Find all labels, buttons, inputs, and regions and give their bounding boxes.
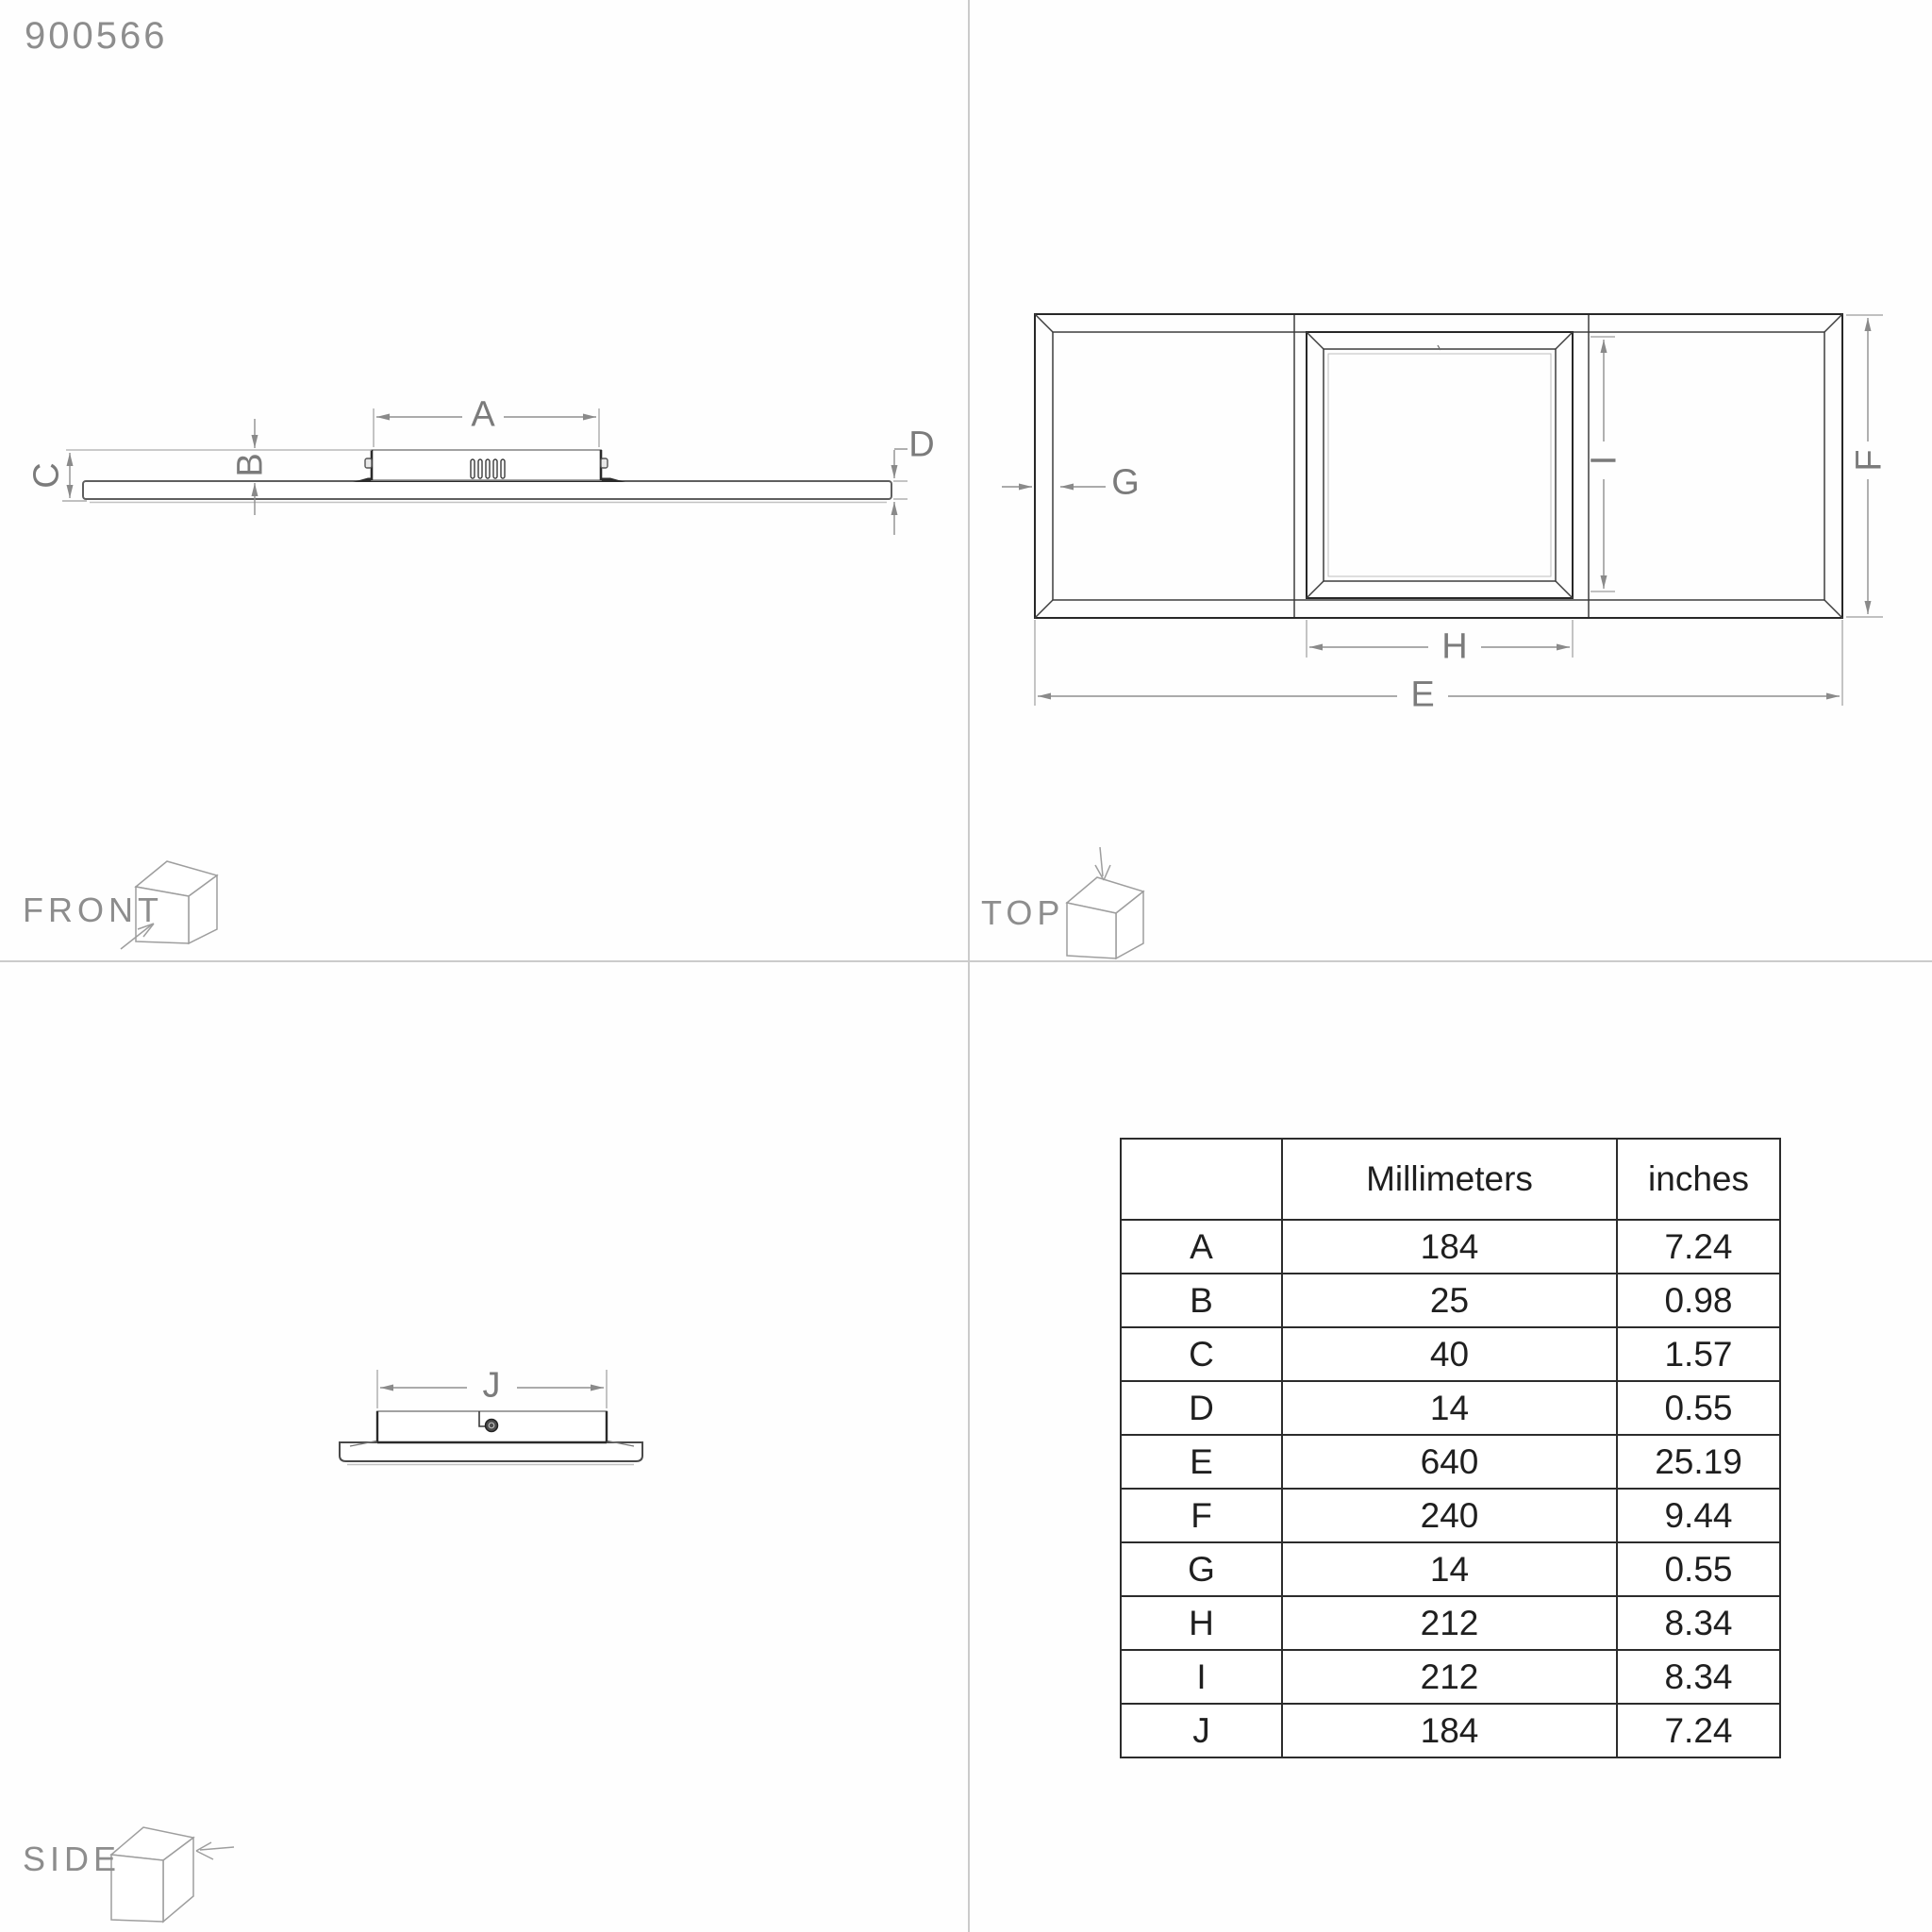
dim-key-cell: G	[1121, 1542, 1282, 1596]
mm-value-cell: 240	[1282, 1489, 1617, 1542]
dim-label-a: A	[471, 394, 495, 435]
mm-value-cell: 14	[1282, 1542, 1617, 1596]
side-view-cube-icon	[111, 1827, 234, 1922]
dim-key-cell: D	[1121, 1381, 1282, 1435]
inches-value-cell: 1.57	[1617, 1327, 1780, 1381]
side-view-caption: SIDE	[23, 1840, 122, 1878]
front-view-caption: FRONT	[23, 891, 163, 929]
mm-value-cell: 212	[1282, 1650, 1617, 1704]
table-row	[1121, 1650, 1780, 1704]
dim-label-j: J	[482, 1365, 501, 1406]
inches-value-cell: 7.24	[1617, 1704, 1780, 1757]
dim-e	[1035, 620, 1842, 706]
dim-label-e: E	[1410, 675, 1435, 715]
front-panel-outline	[83, 481, 891, 503]
dim-label-c: C	[26, 462, 67, 489]
dim-h	[1307, 620, 1573, 658]
dimension-table-body	[1121, 1220, 1780, 1757]
dim-label-g: G	[1111, 462, 1140, 503]
table-row	[1121, 1220, 1780, 1274]
table-row	[1121, 1489, 1780, 1542]
mm-value-cell: 212	[1282, 1596, 1617, 1650]
inches-value-cell: 9.44	[1617, 1489, 1780, 1542]
mm-value-cell: 25	[1282, 1274, 1617, 1327]
dim-key-cell: J	[1121, 1704, 1282, 1757]
dimension-table	[1120, 1138, 1781, 1758]
top-center-square	[1307, 332, 1573, 598]
top-panel-outline	[1035, 314, 1842, 618]
dim-d	[893, 449, 908, 535]
dim-key-cell: I	[1121, 1650, 1282, 1704]
mm-value-cell: 184	[1282, 1704, 1617, 1757]
dim-key-cell: F	[1121, 1489, 1282, 1542]
dim-label-i: I	[1584, 455, 1624, 466]
part-number: 900566	[25, 15, 168, 57]
top-view-caption: TOP	[981, 893, 1065, 932]
table-row	[1121, 1381, 1780, 1435]
table-row	[1121, 1435, 1780, 1489]
dim-label-b: B	[230, 453, 271, 477]
mm-value-cell: 184	[1282, 1220, 1617, 1274]
mm-value-cell: 14	[1282, 1381, 1617, 1435]
inches-value-cell: 8.34	[1617, 1596, 1780, 1650]
table-row	[1121, 1704, 1780, 1757]
empty-header-cell	[1121, 1139, 1282, 1220]
table-row	[1121, 1542, 1780, 1596]
table-header-row	[1121, 1139, 1780, 1220]
inches-value-cell: 0.55	[1617, 1381, 1780, 1435]
dim-key-cell: E	[1121, 1435, 1282, 1489]
table-row	[1121, 1274, 1780, 1327]
screw-detail	[486, 1420, 498, 1432]
dim-key-cell: B	[1121, 1274, 1282, 1327]
front-view-drawing	[62, 408, 908, 949]
table-row	[1121, 1327, 1780, 1381]
dim-label-f: F	[1849, 449, 1890, 472]
table-row	[1121, 1596, 1780, 1650]
dim-key-cell: C	[1121, 1327, 1282, 1381]
dim-label-d: D	[908, 425, 935, 465]
side-canopy-outline	[377, 1411, 607, 1442]
dim-label-h: H	[1441, 626, 1468, 667]
inches-header: inches	[1617, 1139, 1780, 1220]
inches-value-cell: 7.24	[1617, 1220, 1780, 1274]
dim-key-cell: H	[1121, 1596, 1282, 1650]
inches-value-cell: 8.34	[1617, 1650, 1780, 1704]
mm-value-cell: 640	[1282, 1435, 1617, 1489]
mm-value-cell: 40	[1282, 1327, 1617, 1381]
inches-value-cell: 25.19	[1617, 1435, 1780, 1489]
inches-value-cell: 0.55	[1617, 1542, 1780, 1596]
side-panel-outline	[340, 1441, 642, 1465]
top-view-cube-icon	[1067, 847, 1143, 958]
inches-value-cell: 0.98	[1617, 1274, 1780, 1327]
millimeters-header: Millimeters	[1282, 1139, 1617, 1220]
side-view-drawing	[111, 1370, 642, 1922]
dim-key-cell: A	[1121, 1220, 1282, 1274]
